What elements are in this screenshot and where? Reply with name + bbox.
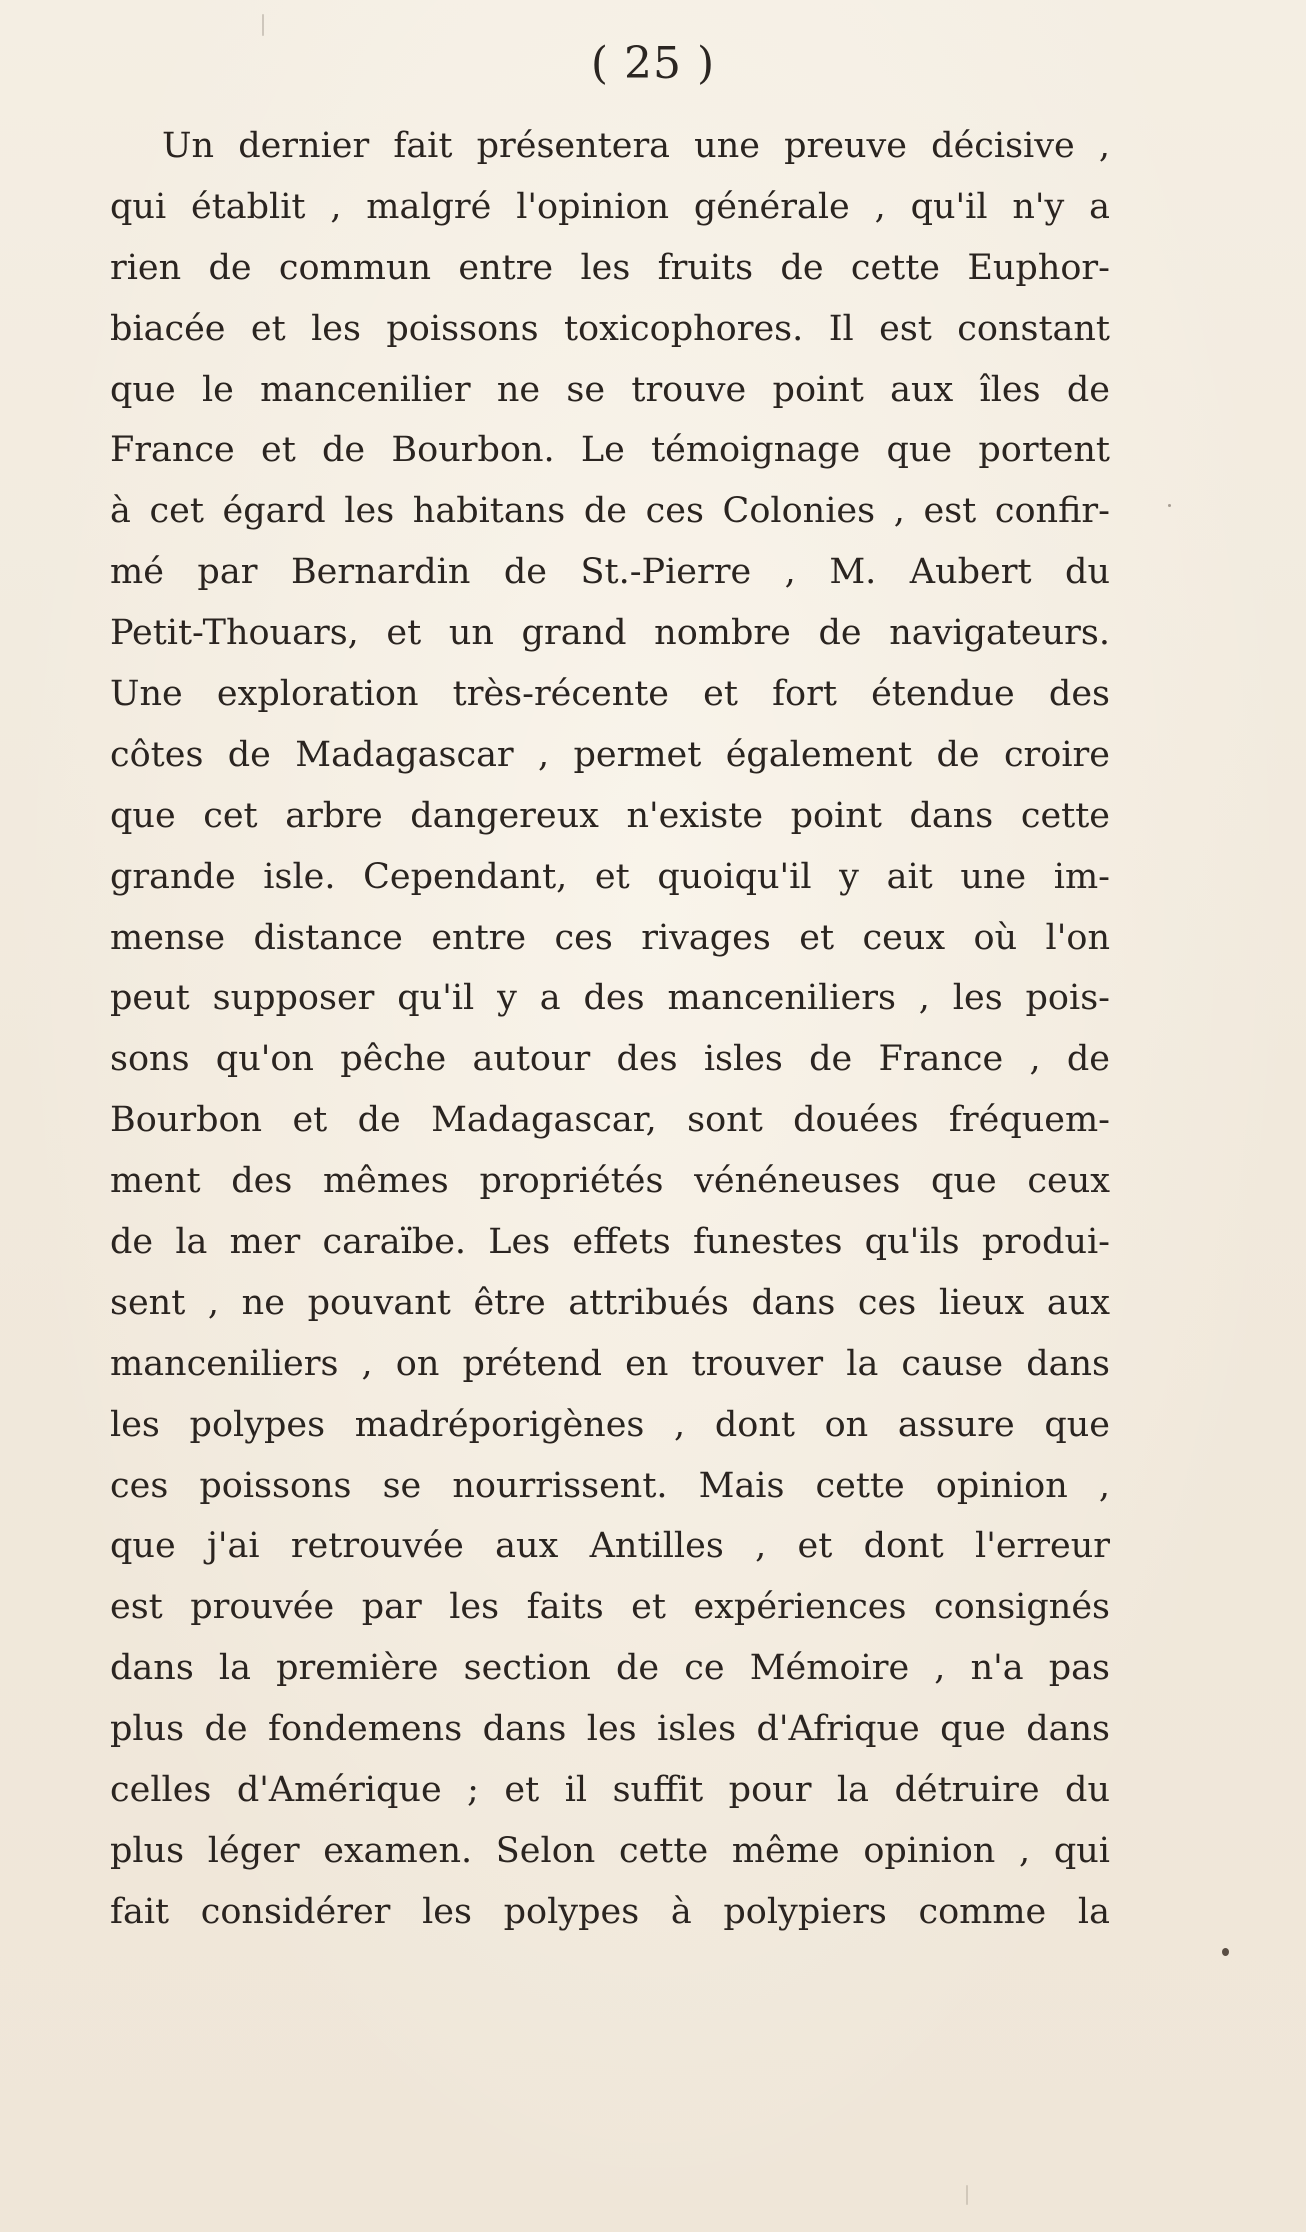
text-line: Petit-Thouars, et un grand nombre de navigateurs. [110,613,1110,654]
text-line: grande isle. Cependant, et quoiqu'il y ait une im- [110,856,1110,897]
text-line: plus de fondemens dans les isles d'Afrique que dans [110,1709,1110,1750]
text-line: que j'ai retrouvée aux Antilles , et dont l'erreur [110,1526,1110,1567]
text-line: manceniliers , on prétend en trouver la cause dans [110,1343,1110,1384]
text-line: les polypes madréporigènes , dont on assure que [110,1404,1110,1445]
text-line: est prouvée par les faits et expériences consignés [110,1587,1110,1628]
page-number: ( 25 ) [590,38,716,89]
text-line: France et de Bourbon. Le témoignage que portent [110,430,1110,471]
text-line: ment des mêmes propriétés vénéneuses que ceux [110,1161,1110,1202]
paper-speck [262,14,264,36]
text-line: mense distance entre ces rivages et ceux où l'on [110,917,1110,958]
text-line: côtes de Madagascar , permet également de croire [110,734,1110,775]
paper-speck [1168,504,1171,507]
text-line: que le mancenilier ne se trouve point aux îles de [110,369,1110,410]
text-line: dans la première section de ce Mémoire , n'a pas [110,1648,1110,1689]
text-line: peut supposer qu'il y a des manceniliers , les pois- [110,978,1110,1019]
text-line: rien de commun entre les fruits de cette Euphor- [110,247,1110,288]
text-line: Un dernier fait présentera une preuve décisive , [162,126,1110,166]
text-line: celles d'Amérique ; et il suffit pour la détruire du [110,1770,1110,1811]
text-line: ces poissons se nourrissent. Mais cette opinion , [110,1465,1110,1506]
text-line: de la mer caraïbe. Les effets funestes qu'ils produi- [110,1222,1110,1263]
text-line: que cet arbre dangereux n'existe point dans cette [110,795,1110,836]
text-line: Bourbon et de Madagascar, sont douées fréquem- [110,1100,1110,1141]
text-line: sent , ne pouvant être attribués dans ces lieux aux [110,1282,1110,1323]
text-line: Une exploration très-récente et fort étendue des [110,674,1110,715]
text-line: mé par Bernardin de St.-Pierre , M. Aubert du [110,552,1110,593]
text-line: sons qu'on pêche autour des isles de France , de [110,1039,1110,1080]
text-line: à cet égard les habitans de ces Colonies , est confir- [110,491,1110,532]
text-line: qui établit , malgré l'opinion générale , qu'il n'y a [110,186,1110,227]
text-line: fait considérer les polypes à polypiers comme la [110,1891,1110,1932]
text-line: plus léger examen. Selon cette même opinion , qui [110,1830,1110,1871]
body-text [110,116,1110,1943]
paper-speck [966,2185,968,2205]
paper-speck [1222,1948,1229,1956]
text-line: biacée et les poissons toxicophores. Il est constant [110,308,1110,349]
